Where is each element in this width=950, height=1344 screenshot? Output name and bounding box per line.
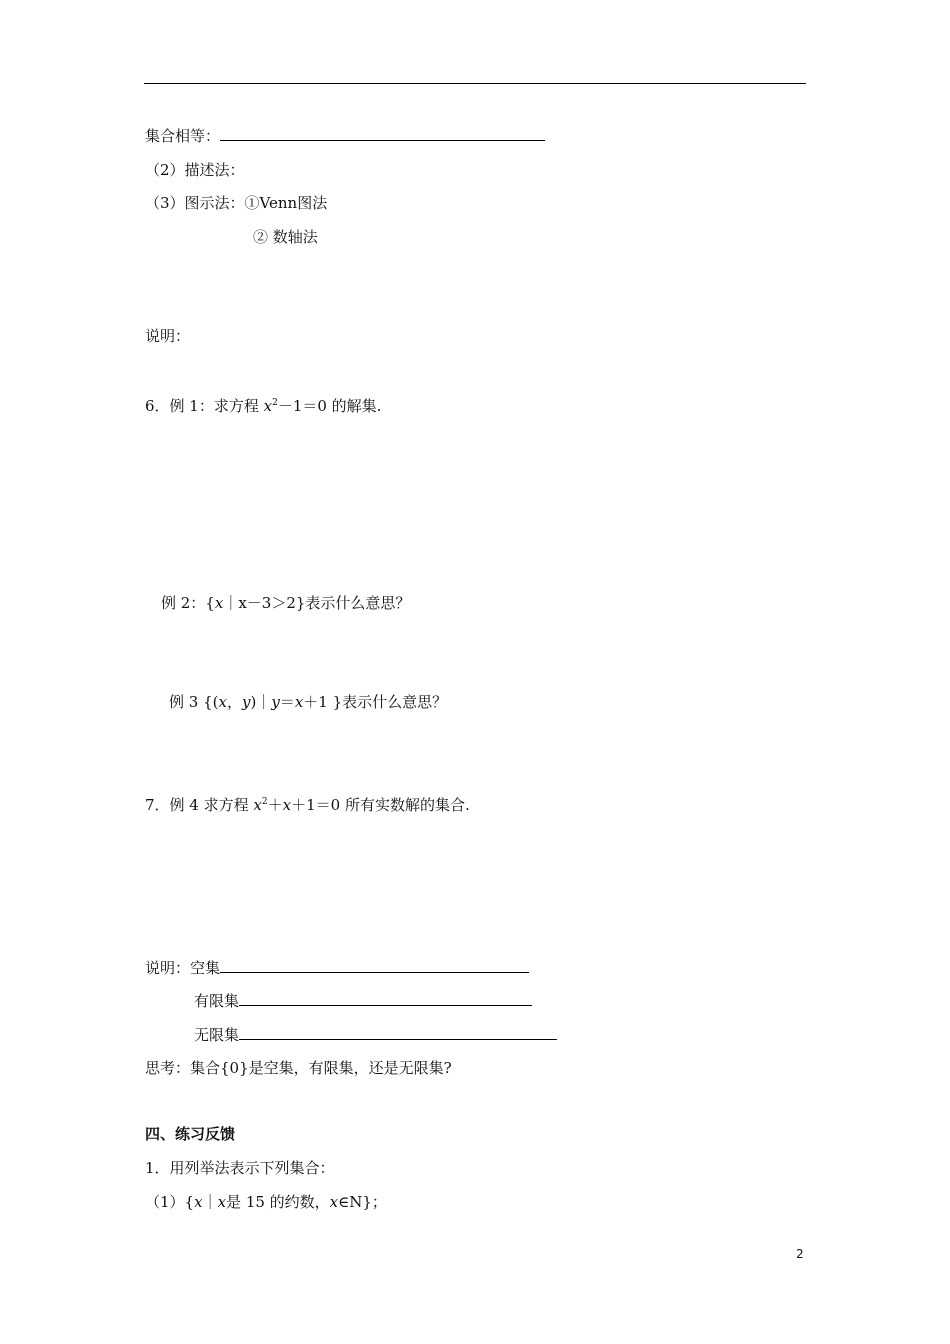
finite-set-blank[interactable] [239,991,532,1006]
empty-set-blank[interactable] [220,958,529,973]
describe-method-line: （2）描述法： [145,161,245,179]
question-1-part-1: （1）{x｜x是 15 的约数，x∈N}； [145,1193,387,1211]
example-2: 例 2：{x｜x－3＞2}表示什么意思？ [161,594,411,612]
number-axis-line: ② 数轴法 [253,228,318,246]
empty-set-line: 说明：空集 [145,958,529,978]
think-line: 思考：集合{0}是空集，有限集，还是无限集? [145,1059,452,1077]
diagram-method-line: （3）图示法：①Venn图法 [145,194,328,212]
note-line: 说明： [145,327,191,345]
header-rule [144,83,806,84]
example-4: 7．例 4 求方程 $x^2+x+1=0$ 所有实数解的集合. [145,796,470,814]
answer-blank[interactable] [220,126,545,141]
page-number: 2 [796,1247,804,1261]
infinite-set-blank[interactable] [239,1025,557,1040]
infinite-set-line: 无限集 [194,1025,557,1045]
finite-set-line: 有限集 [194,991,532,1011]
example-1: 6．例 1：求方程 $x^2-1=0$ 的解集. [145,397,382,415]
set-equal-line: 集合相等： [145,126,545,146]
section-heading: 四、练习反馈 [145,1125,236,1143]
question-1: 1．用列举法表示下列集合： [145,1159,335,1177]
example-3: 例 3 {(x，y)｜y＝x＋1 }表示什么意思？ [169,693,448,711]
